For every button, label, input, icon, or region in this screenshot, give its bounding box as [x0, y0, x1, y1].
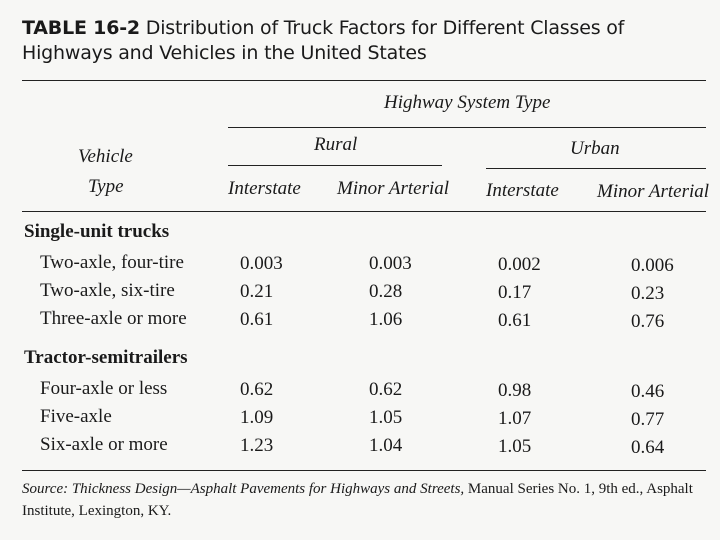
bottom-rule	[22, 470, 706, 471]
rural-rule	[228, 165, 442, 166]
cell-value: 0.62	[240, 379, 274, 400]
urban-rule	[486, 168, 706, 169]
header-urban: Urban	[570, 138, 620, 159]
source-work-title: Thickness Design—Asphalt Pavements for Highways and Streets,	[71, 481, 465, 497]
row-label: Two-axle, six-tire	[40, 280, 175, 301]
table-title-text: Distribution of Truck Factors for Different Classes of Highways and Vehicles in the United States	[22, 17, 625, 64]
cell-value: 0.64	[631, 437, 665, 458]
header-rural-minor-arterial: Minor Arterial	[337, 178, 450, 199]
system-type-rule	[228, 127, 706, 128]
group-heading: Single-unit trucks	[24, 221, 170, 242]
table-title	[22, 16, 702, 66]
header-rural: Rural	[314, 134, 358, 155]
cell-value: 0.006	[631, 255, 674, 276]
cell-value: 1.05	[498, 436, 532, 457]
row-label: Four-axle or less	[40, 378, 168, 399]
cell-value: 1.07	[498, 408, 532, 429]
source-label: Source:	[22, 481, 69, 497]
cell-value: 1.04	[369, 435, 403, 456]
row-label: Three-axle or more	[40, 308, 187, 329]
cell-value: 0.28	[369, 281, 403, 302]
row-label: Two-axle, four-tire	[40, 252, 184, 273]
cell-value: 0.002	[498, 254, 541, 275]
cell-value: 1.23	[240, 435, 274, 456]
header-bottom-rule	[22, 211, 706, 212]
top-rule	[22, 80, 706, 81]
cell-value: 1.06	[369, 309, 403, 330]
header-system-type: Highway System Type	[384, 92, 551, 113]
cell-value: 0.21	[240, 281, 274, 302]
cell-value: 1.09	[240, 407, 274, 428]
row-label: Five-axle	[40, 406, 112, 427]
table-number: TABLE 16-2	[22, 17, 140, 39]
cell-value: 0.98	[498, 380, 532, 401]
cell-value: 0.61	[240, 309, 274, 330]
row-label: Six-axle or more	[40, 434, 168, 455]
cell-value: 0.62	[369, 379, 403, 400]
cell-value: 0.17	[498, 282, 532, 303]
source-note	[22, 478, 712, 522]
header-urban-interstate: Interstate	[486, 180, 559, 201]
header-vehicle-line1: Vehicle	[78, 146, 133, 167]
cell-value: 0.23	[631, 283, 665, 304]
group-heading: Tractor-semitrailers	[24, 347, 188, 368]
cell-value: 0.76	[631, 311, 665, 332]
cell-value: 0.61	[498, 310, 532, 331]
source-details: Manual Series No. 1, 9th ed., Asphalt Institute, Lexington, KY.	[22, 481, 693, 519]
cell-value: 1.05	[369, 407, 403, 428]
cell-value: 0.003	[369, 253, 412, 274]
header-urban-minor-arterial: Minor Arterial	[597, 181, 710, 202]
cell-value: 0.003	[240, 253, 283, 274]
header-vehicle-line2: Type	[88, 176, 124, 197]
cell-value: 0.77	[631, 409, 665, 430]
header-rural-interstate: Interstate	[228, 178, 301, 199]
cell-value: 0.46	[631, 381, 665, 402]
